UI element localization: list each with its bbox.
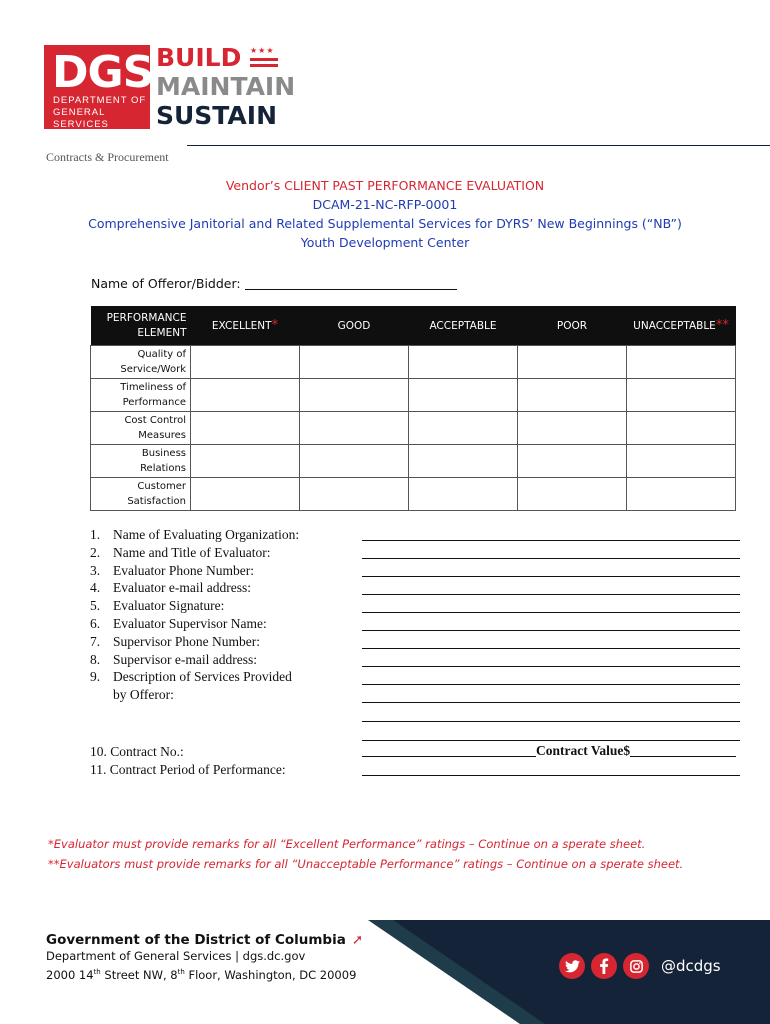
field-row	[90, 526, 299, 544]
field-number: 4.	[90, 580, 101, 596]
dgs-logo-box	[44, 45, 154, 130]
logo-sub-line1: DEPARTMENT OF	[53, 95, 147, 106]
offeror-field	[91, 276, 457, 291]
rating-cell[interactable]	[300, 445, 409, 478]
table-row	[91, 346, 736, 379]
table-row	[91, 379, 736, 412]
field-input-line[interactable]	[362, 594, 740, 595]
field-input-line[interactable]	[362, 558, 740, 559]
rating-cell[interactable]	[518, 379, 627, 412]
row-label-quality	[91, 346, 191, 379]
rating-cell[interactable]	[409, 412, 518, 445]
contract-value-label: Contract Value$	[536, 743, 631, 758]
header-excellent	[191, 306, 300, 346]
field-row	[90, 633, 299, 651]
header-unacceptable-label: UNACCEPTABLE	[633, 320, 716, 332]
evaluator-notes	[48, 834, 683, 874]
rating-cell[interactable]	[300, 379, 409, 412]
rating-cell[interactable]	[300, 478, 409, 511]
field-input-line[interactable]	[362, 648, 740, 649]
row-label-line2: Measures	[138, 430, 186, 441]
dc-flag-icon	[250, 47, 278, 69]
field-input-line[interactable]	[362, 666, 740, 667]
rating-cell[interactable]	[409, 478, 518, 511]
row-label-line2: Satisfaction	[127, 496, 186, 507]
row-label-customer	[91, 478, 191, 511]
field-input-line[interactable]	[362, 775, 740, 776]
field-label: Supervisor e-mail address:	[113, 651, 257, 667]
field-label: Evaluator e-mail address:	[113, 580, 251, 596]
flag-bar	[250, 58, 278, 61]
tagline-sustain: SUSTAIN	[156, 101, 277, 130]
row-label-line1: Timeliness of	[120, 382, 186, 393]
dgs-logo	[44, 43, 296, 130]
field-number: 2.	[90, 544, 101, 560]
field-label: by Offeror:	[113, 687, 174, 703]
field-row	[90, 651, 299, 669]
title-line4: Youth Development Center	[300, 235, 470, 250]
rating-cell[interactable]	[518, 412, 627, 445]
title-line3: Comprehensive Janitorial and Related Supplemental Services for DYRS’ New Beginnings (“NB”)	[88, 216, 682, 231]
instagram-icon[interactable]	[623, 953, 649, 979]
rating-cell[interactable]	[191, 478, 300, 511]
header-divider	[187, 145, 770, 146]
rating-cell[interactable]	[518, 445, 627, 478]
contract-value-field	[362, 743, 736, 759]
evaluator-fields	[90, 526, 299, 704]
rating-cell[interactable]	[191, 379, 300, 412]
header-element-line2: ELEMENT	[137, 326, 187, 339]
arrow-icon: ➚	[351, 932, 364, 948]
field-label: Evaluator Signature:	[113, 598, 225, 614]
header-poor: POOR	[518, 306, 627, 346]
field-input-line[interactable]	[362, 540, 740, 541]
field-input-line[interactable]	[362, 740, 740, 741]
row-label-line1: Quality of	[137, 349, 186, 360]
facebook-icon[interactable]	[591, 953, 617, 979]
field-number: 1.	[90, 527, 101, 542]
social-handle[interactable]: @dcdgs	[661, 957, 721, 975]
rating-cell[interactable]	[409, 346, 518, 379]
address-part: Street NW, 8	[100, 967, 178, 982]
note-excellent: *Evaluator must provide remarks for all “Excellent Performance” ratings – Continue on a sperate sheet.	[48, 837, 646, 851]
header-good: GOOD	[300, 306, 409, 346]
excellent-asterisk: *	[271, 318, 279, 333]
contract-fields	[90, 743, 286, 779]
table-row	[91, 478, 736, 511]
header-excellent-label: EXCELLENT	[211, 320, 272, 332]
row-label-line2: Service/Work	[120, 364, 186, 375]
table-header-row	[91, 306, 736, 346]
twitter-icon[interactable]	[559, 953, 585, 979]
field-row	[90, 615, 299, 633]
contract-value-input-line[interactable]	[630, 756, 736, 757]
field-label: Description of Services Provided	[113, 669, 292, 685]
contract-period-label: 11. Contract Period of Performance:	[90, 762, 286, 777]
field-label: Evaluator Supervisor Name:	[113, 615, 267, 631]
address-sup: th	[177, 968, 185, 976]
contract-no-input-line[interactable]	[362, 756, 536, 757]
row-label-business	[91, 445, 191, 478]
rating-cell[interactable]	[409, 379, 518, 412]
field-row	[90, 544, 299, 562]
title-line1: Vendor’s CLIENT PAST PERFORMANCE EVALUATION	[225, 178, 545, 193]
field-label: Evaluator Phone Number:	[113, 562, 254, 578]
address-sup: th	[93, 968, 101, 976]
form-title	[0, 176, 770, 252]
social-links	[559, 953, 721, 979]
header-element-line1: PERFORMANCE	[106, 311, 187, 324]
title-line2: DCAM-21-NC-RFP-0001	[312, 197, 458, 212]
flag-stars: ★★★	[250, 46, 275, 55]
rating-cell[interactable]	[300, 412, 409, 445]
footer-address	[46, 964, 363, 983]
footer-gov-label: Government of the District of Columbia	[46, 932, 346, 948]
offeror-input-line[interactable]	[245, 289, 457, 290]
row-label-line1: Business	[141, 448, 186, 459]
rating-cell[interactable]	[191, 445, 300, 478]
note-unacceptable: **Evaluators must provide remarks for all “Unacceptable Performance” ratings – Continue on a sperate sheet.	[48, 857, 684, 871]
rating-cell[interactable]	[627, 379, 736, 412]
rating-cell[interactable]	[627, 412, 736, 445]
field-number: 9.	[90, 669, 101, 685]
footer-text	[46, 932, 363, 983]
flag-bar	[250, 64, 278, 67]
header-unacceptable	[627, 306, 736, 346]
rating-cell[interactable]	[518, 346, 627, 379]
row-label-timeliness	[91, 379, 191, 412]
row-label-cost-control	[91, 412, 191, 445]
field-row	[90, 579, 299, 597]
field-input-line[interactable]	[362, 684, 740, 685]
rating-cell[interactable]	[627, 346, 736, 379]
rating-cell[interactable]	[518, 478, 627, 511]
header-performance-element	[91, 306, 191, 346]
rating-cell[interactable]	[191, 412, 300, 445]
tagline-build: BUILD	[156, 43, 242, 72]
performance-table	[90, 306, 736, 511]
row-label-line2: Performance	[122, 397, 186, 408]
logo-sub-line2: GENERAL SERVICES	[53, 107, 109, 130]
field-input-line[interactable]	[362, 612, 740, 613]
table-row	[91, 412, 736, 445]
table-row	[91, 445, 736, 478]
field-row	[90, 562, 299, 580]
contract-no-label: 10. Contract No.:	[90, 744, 184, 759]
field-input-line[interactable]	[362, 630, 740, 631]
field-input-line[interactable]	[362, 576, 740, 577]
field-input-line[interactable]	[362, 721, 740, 722]
row-label-line1: Cost Control	[124, 415, 186, 426]
field-row	[90, 597, 299, 615]
address-part: 2000 14	[46, 967, 94, 982]
tagline-maintain: MAINTAIN	[156, 72, 296, 101]
row-label-line2: Relations	[140, 463, 186, 474]
field-number: 5.	[90, 598, 101, 614]
row-label-line1: Customer	[137, 481, 186, 492]
footer-dept-line: Department of General Services | dgs.dc.gov	[46, 949, 306, 963]
field-number: 8.	[90, 651, 101, 667]
field-label: Supervisor Phone Number:	[113, 633, 260, 649]
offeror-label: Name of Offeror/Bidder:	[91, 276, 241, 291]
logo-main-text: DGS	[52, 47, 154, 98]
field-number: 6.	[90, 615, 101, 631]
rating-cell[interactable]	[191, 346, 300, 379]
field-number: 3.	[90, 562, 101, 578]
address-part: Floor, Washington, DC 20009	[184, 967, 357, 982]
field-label: Name and Title of Evaluator:	[113, 544, 271, 560]
rating-cell[interactable]	[627, 478, 736, 511]
rating-cell[interactable]	[300, 346, 409, 379]
rating-cell[interactable]	[627, 445, 736, 478]
field-input-line[interactable]	[362, 702, 740, 703]
rating-cell[interactable]	[409, 445, 518, 478]
field-row	[90, 686, 299, 704]
field-number: 7.	[90, 633, 101, 649]
header-acceptable: ACCEPTABLE	[409, 306, 518, 346]
footer-gov	[46, 932, 363, 948]
logo-subtitle	[53, 95, 150, 131]
field-label: Name of Evaluating Organization:	[113, 527, 300, 542]
unacceptable-asterisk: **	[715, 318, 729, 333]
field-row	[90, 668, 299, 686]
department-label: Contracts & Procurement	[46, 150, 169, 164]
